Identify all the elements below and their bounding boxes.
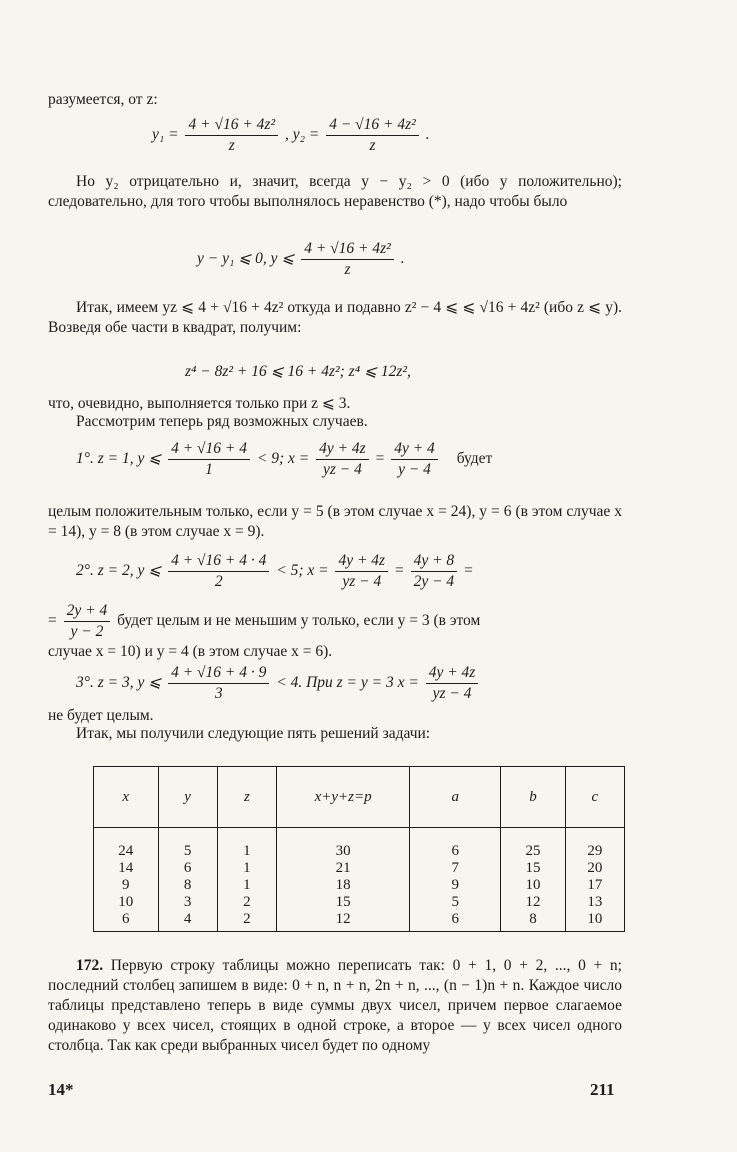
formula-y2-lhs: , y₂ = [284,126,320,144]
case-2-continuation [48,602,480,641]
table-header-cell: c [565,767,624,828]
table-cell: 29 [587,843,603,859]
table-cell: 10 [587,911,603,927]
table-cell: 5 [451,894,459,910]
case-2-x-numerator: 4y + 4z [335,552,388,572]
table-cell: 1 [243,860,251,876]
formula-y1-lhs: y₁ = [152,126,179,144]
case-2-fraction-x [335,552,388,591]
table-cell: 8 [529,911,537,927]
problem-172-paragraph [48,956,622,1056]
table-cell: 30 [335,843,351,859]
solutions-table [93,766,625,932]
paragraph-cases-intro: Рассмотрим теперь ряд возможных случаев. [76,413,368,430]
table-header-cell: z [217,767,276,828]
table-cell: 12 [335,911,351,927]
case-2-x-denominator: yz − 4 [342,573,382,590]
table-cell: 20 [587,860,603,876]
table-header-cell: x [94,767,159,828]
table-column-c [565,828,624,932]
table-cell: 17 [587,877,603,893]
formula-end: . [400,250,405,268]
paragraph-five-solutions: Итак, мы получили следующие пять решений задачи: [76,725,431,742]
case-2-x2-denominator: 2y − 4 [413,573,455,590]
case-2-final-denominator: y − 2 [70,623,104,640]
case-1-condition: 1°. z = 1, y ⩽ [76,450,162,468]
case-1-x-denominator: yz − 4 [322,461,362,478]
table-cell: 9 [122,877,130,893]
case-2-bound-numerator: 4 + √16 + 4 · 4 [168,552,269,572]
table-cell: 12 [525,894,541,910]
table-cell: 24 [118,843,134,859]
table-column-a [410,828,501,932]
case-3-formula [76,664,481,703]
case-3-x-numerator: 4y + 4z [426,664,479,684]
case-2-condition: 2°. z = 2, y ⩽ [76,562,162,580]
fraction-y1-denominator: z [228,137,235,154]
table-cell: 2 [243,894,251,910]
case-2-bound-denominator: 2 [214,573,223,590]
table-cell: 14 [118,860,134,876]
case-1-bound-numerator: 4 + √16 + 4 [168,440,250,460]
case-1-fraction-x [316,440,369,479]
case-1-x2-denominator: y − 4 [398,461,431,478]
table-cell: 6 [451,843,459,859]
case-2-final-numerator: 2y + 4 [64,602,111,622]
paragraph-y2-negative: Но y₂ отрицательно и, значит, всегда y − y₂ > 0 (ибо y положительно); следовательно, для того чтобы выполнялось неравенство (*), надо чтобы было [48,173,622,210]
table-header-row [94,767,625,828]
table-cell: 7 [451,860,459,876]
fraction-inequality-denominator: z [344,261,351,278]
case-1-bound-denominator: 1 [205,461,213,478]
table-cell: 15 [335,894,351,910]
table-column-x [94,828,159,932]
case-1-bound-result: < 9; x = [256,450,310,468]
problem-number: 172. [76,957,104,974]
page-number: 211 [590,1080,615,1099]
table-header-cell: x+y+z=p [276,767,409,828]
footer-signature-mark: 14* [48,1080,74,1099]
case-1-fraction-x-simplified [391,440,438,479]
case-1-trailing-word: будет [456,450,493,468]
formula-z4: z⁴ − 8z² + 16 ⩽ 16 + 4z²; z⁴ ⩽ 12z², [185,363,411,380]
case-2-fraction-final [64,602,111,641]
case-3-bound-result: < 4. При z = y = 3 x = [276,674,419,692]
table-column-z [217,828,276,932]
paragraph-only-when: что, очевидно, выполняется только при z ⩽ 3. [48,395,351,412]
case-3-paragraph: не будет целым. [48,707,154,724]
table-cell: 4 [183,911,192,927]
case-3-x-denominator: yz − 4 [432,685,472,702]
table-cell: 13 [587,894,603,910]
case-2-formula [76,552,473,591]
table-column-y [158,828,217,932]
case-1-paragraph: целым положительным только, если y = 5 (в этом случае x = 24), y = 6 (в этом случае x = 14), y = 8 (в этом случае x = 9). [48,503,622,540]
case-2-paragraph-line1: будет целым и не меньшим y только, если y = 3 (в этом [117,612,481,630]
fraction-y2-denominator: z [369,137,376,154]
case-2-equals-trailing: = [464,562,473,580]
table-column-p [276,828,409,932]
case-1-fraction-bound [168,440,250,479]
table-cell: 10 [118,894,134,910]
fraction-y2-numerator: 4 − √16 + 4z² [326,116,419,136]
fraction-y1 [185,116,278,155]
table-cell: 3 [183,894,192,910]
case-3-fraction-bound [168,664,269,703]
table-header-cell: b [501,767,566,828]
table-row [94,828,625,932]
table-cell: 5 [183,843,192,859]
table-cell: 6 [451,911,459,927]
table-cell: 21 [335,860,351,876]
case-2-equals-leading: = [48,612,57,630]
table-header-cell: a [410,767,501,828]
case-2-x2-numerator: 4y + 8 [411,552,458,572]
paragraph-itak-imeem: Итак, имеем yz ⩽ 4 + √16 + 4z² откуда и подавно z² − 4 ⩽ ⩽ √16 + 4z² (ибо z ⩽ y). Возведя обе части в квадрат, получим: [48,299,622,336]
table-cell: 18 [335,877,351,893]
table-cell: 6 [183,860,192,876]
fraction-y2 [326,116,419,155]
table-header-cell: y [158,767,217,828]
table-cell: 15 [525,860,541,876]
table-cell: 10 [525,877,541,893]
formula-inequality-y [197,240,405,279]
case-3-bound-numerator: 4 + √16 + 4 · 9 [168,664,269,684]
fraction-inequality-numerator: 4 + √16 + 4z² [301,240,394,260]
case-3-fraction-x [426,664,479,703]
formula-end: . [425,126,430,144]
case-2-fraction-x-simplified [411,552,458,591]
fraction-inequality [301,240,394,279]
problem-172-text: Первую строку таблицы можно переписать так: 0 + 1, 0 + 2, ..., 0 + n; последний столбец запишем в виде: 0 + n, n + n, 2n + n, ..., (n − 1)n + n. Каждое число таблицы представлено теперь в виде суммы двух чисел, причем первое слагаемое одинаково у всех чисел, стоящих в одной строке, а второе — у всех чисел одного столбца. Так как среди выбранных чисел будет по одному [48,957,622,1054]
table-cell: 6 [122,911,130,927]
case-1-formula [76,440,492,479]
table-column-b [501,828,566,932]
fraction-y1-numerator: 4 + √16 + 4z² [185,116,278,136]
case-2-paragraph-line2: случае x = 10) и y = 4 (в этом случае x = 6). [48,643,333,660]
table-cell: 1 [243,843,251,859]
case-3-bound-denominator: 3 [214,685,223,702]
case-2-bound-result: < 5; x = [276,562,329,580]
table-cell: 2 [243,911,251,927]
case-1-x2-numerator: 4y + 4 [391,440,438,460]
case-1-x-numerator: 4y + 4z [316,440,369,460]
intro-line: разумеется, от z: [48,91,158,108]
case-1-equals: = [375,450,385,468]
table-cell: 1 [243,877,251,893]
table-cell: 8 [183,877,192,893]
case-3-condition: 3°. z = 3, y ⩽ [76,674,162,692]
formula-inequality-lhs: y − y₁ ⩽ 0, y ⩽ [197,250,295,268]
case-2-fraction-bound [168,552,269,591]
table-cell: 9 [451,877,459,893]
formula-y1-y2 [152,116,430,155]
case-2-equals: = [394,562,404,580]
table-cell: 25 [525,843,541,859]
